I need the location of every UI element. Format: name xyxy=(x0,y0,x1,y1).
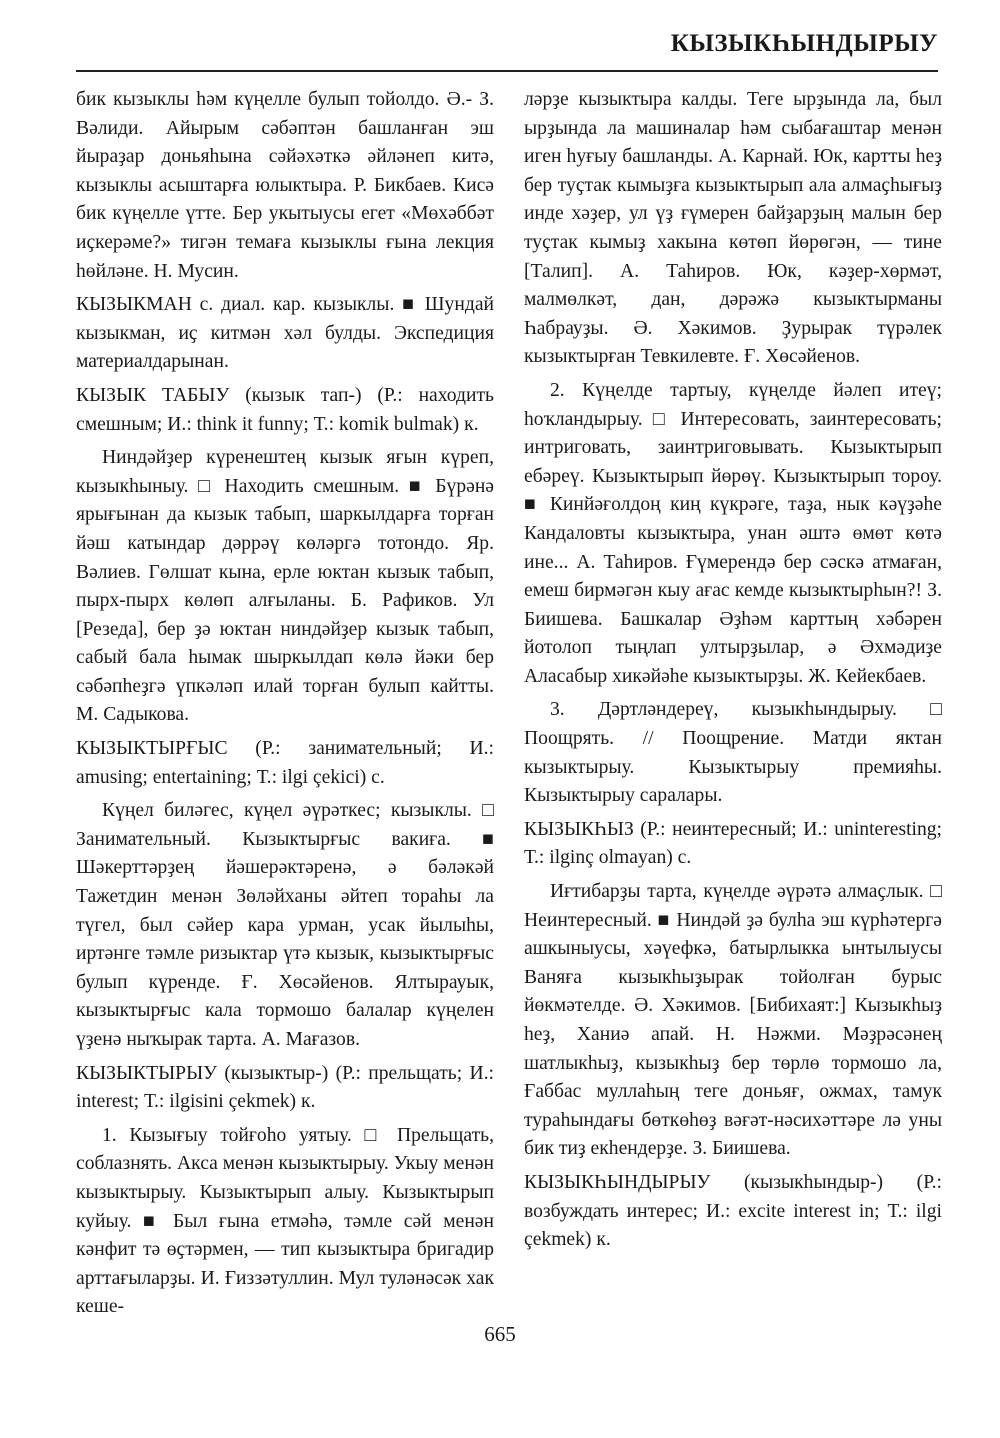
definition: 1. Кызығыу тойғоһо уятыу. □ Прельщать, соблазнять. Акса менән кызыктырыу. Укыу менән кызыктырыу. Кызыктырып алыу. Кызыктырып куйыу. ■ Был ғына етмәһә, тәмле сәй менән кәнфит тә өҫтәрмен, — тип кызыктыра бригадир арттағыларҙы. И. Ғиззәтуллин. Мул туләнәсәк хак кеше- xyxy=(76,1124,494,1318)
dictionary-entry: КЫЗЫКМАН с. диал. кар. кызыклы. ■ Шундай кызыкман, иҫ китмән хәл булды. Экспедиция материалдарынан. xyxy=(76,294,494,373)
left-column xyxy=(76,86,494,1327)
dictionary-entry: КЫЗЫК ТАБЫУ (кызык тап-) (Р.: находить смешным; И.: think it funny; Т.: komik bulmak) к. xyxy=(76,384,494,435)
text-block: ләрҙе кызыктыра калды. Теге ырҙында ла, был ырҙында ла машиналар һәм сыбағаштар менән иген һуғыу башланды. А. Карнай. Юк, картты һеҙ бер туҫтак кымыҙға кызыктырып ала алмаҫһығыҙ инде хәҙер, ул үҙ ғүмерен байҙарҙың малын бер туҫтак кымыҙ хакына көтөп йөрөгән, — тине [Талип]. А. Таһиров. Юк, кәҙер-хөрмәт, малмөлкәт, дан, дәрәжә кызыктырманы Һабрауҙы. Ә. Хәкимов. Ҙурырак түрәлек кызыктырған Тевкилевте. Ғ. Хөсәйенов. xyxy=(524,89,942,368)
right-column xyxy=(524,86,942,1260)
dictionary-entry: КЫЗЫКҺЫНДЫРЫУ (кызыкһындыр-) (Р.: возбуждать интерес; И.: excite interest in; Т.: ilgi çekmek) к. xyxy=(524,1171,942,1251)
definition: Иғтибарҙы тарта, күңелде әүрәтә алмаҫлык. □ Неинтересный. ■ Ниндәй ҙә булһа эш күрһәтергә ашкыныусы, хәүефкә, батырлыкка ынтылыусы Ваняға кызыкһыҙырак тойолған бурыс йөкмәтелде. Ә. Хәкимов. [Бибихаят:] Кызыкһыҙ һеҙ, Ханиә апай. Н. Нәжми. Мәҙрәсәнең шатлыкһыҙ, кызыкһыҙ бер төрлө тормошо ла, Ғаббас муллаһың теге доньяғ, ожмах, тамук тураһындағы бөткөһөҙ вәғәт-нәсихәттәре лә уны бик тиҙ екһендерҙе. З. Биишева. xyxy=(524,881,942,1160)
header-rule xyxy=(76,70,938,72)
page-number: 665 xyxy=(484,1322,516,1346)
running-head: КЫЗЫКҺЫНДЫРЫУ xyxy=(670,30,938,57)
definition: Күңел биләгес, күңел әүрәткес; кызыклы. □ Занимательный. Кызыктырғыс вакиға. ■ Шәкерттәрҙең йәшерәктәренә, ә бәләкәй Тажетдин менән Зөләйханы әйтеп тораһы ла түгел, был сәйер кара урман, усак йылыһы, иртәнге тәмле ризыктар үтә кызык, кызыктырғыс булып күренде. Ғ. Хөсәйенов. Ялтырауык, кызыктырғыс кала тормошо балалар күңелен үҙенә ныҡырак тарта. А. Мағазов. xyxy=(76,800,494,1050)
dictionary-entry: КЫЗЫКТЫРҒЫС (Р.: занимательный; И.: amusing; entertaining; Т.: ilgi çekici) с. xyxy=(76,738,494,788)
dictionary-entry: КЫЗЫКҺЫЗ (Р.: неинтересный; И.: uninteresting; Т.: ilginç olmayan) с. xyxy=(524,818,942,869)
definition: 2. Күңелде тартыу, күңелде йәлеп итеү; һоҡландырыу. □ Интересовать, заинтересовать; интриговать, заинтриговывать. Кызыктырып ебәреү. Кызыктырып йөрөү. Кызыктырып тороу. ■ Кинйәғолдоң киң күкрәге, таҙа, нык кәүҙәһе Кандаловты кызыктыра, унан әштә өмөт көтә ине... А. Таһиров. Ғүмерендә бер сәскә атмаған, емеш бирмәгән кыу ағас кемде кызыктырһын?! З. Биишева. Башкалар Әҙһәм карттың хәбәрен йотолоп тыңлап ултырҙылар, ә Әхмәдиҙе Аласабыр хикәйәһе кызыктырҙы. Ж. Кейекбаев. xyxy=(524,379,942,687)
dictionary-entry: КЫЗЫКТЫРЫУ (кызыктыр-) (Р.: прельщать; И.: interest; Т.: ilgisini çekmek) к. xyxy=(76,1062,494,1113)
definition: 3. Дәртләндереү, кызыкһындырыу. □ Поощрять. // Поощрение. Матди яктан кызыктырыу. Кызыктырыу премияһы. Кызыктырыу саралары. xyxy=(524,699,942,807)
definition: Ниндәйҙер күренештең кызык яғын күреп, кызыкһыныу. □ Находить смешным. ■ Бүрәнә ярығынан да кызык табып, шаркылдарға торған йәш катындар дәррәү көләргә тотондо. Яр. Вәлиев. Гөлшат кына, ерле юктан кызык табып, пырх-пырх көлөп алғыланы. Б. Рафиков. Ул [Резеда], бер ҙә юктан ниндәйҙер кызык табып, сабый бала һымак шыркылдап көлә йәки бер сәбәпһеҙгә үпкәләп илай торған булып кайтты. М. Садыкова. xyxy=(76,447,494,726)
text-block: бик кызыклы һәм күңелле булып тойолдо. Ә.- З. Вәлиди. Айырым сәбәптән башланған эш йыраҙар доньяһына сәйәхәткә әйләнеп китә, кызыклы асыштарға юлыктыра. Р. Бикбаев. Кисә бик күңелле үтте. Бер укытыусы егет «Мөхәббәт иҫкерәме?» тигән темаға кызыклы ғына лекция һөйләне. Н. Мусин. xyxy=(76,89,494,282)
